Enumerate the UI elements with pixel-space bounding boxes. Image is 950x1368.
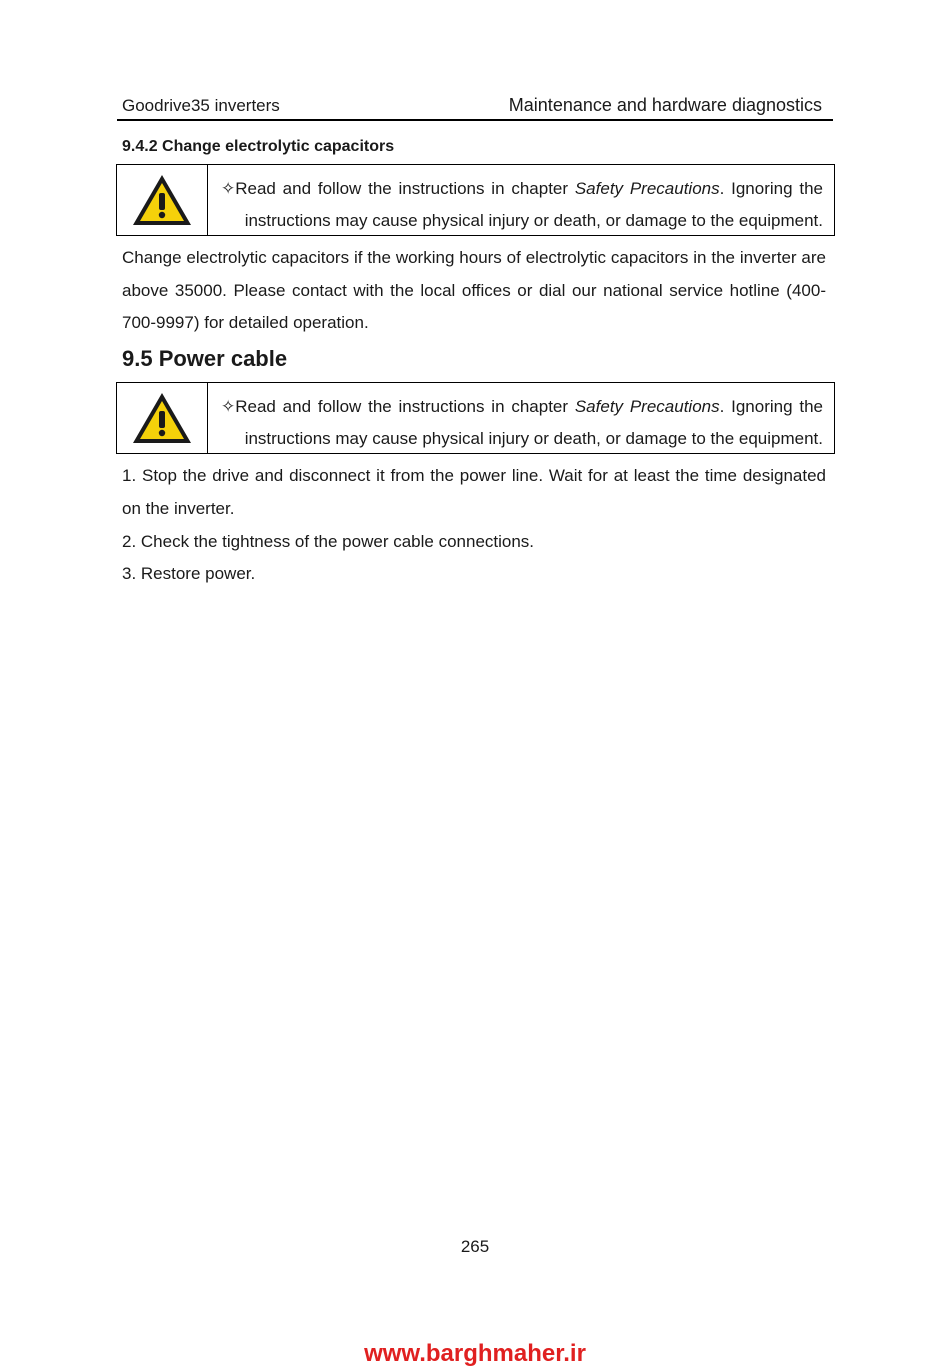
step-2: 2. Check the tightness of the power cable connections. bbox=[122, 532, 535, 551]
warning-icon-cell bbox=[117, 165, 208, 235]
warning-box-95 bbox=[116, 382, 835, 454]
footer-website-link[interactable]: www.barghmaher.ir bbox=[364, 1340, 586, 1367]
warning-line-1 bbox=[221, 173, 823, 205]
bullet-icon: ✧ bbox=[221, 397, 236, 416]
warning-line-2: instructions may cause physical injury or death, or damage to the equipment. bbox=[244, 429, 823, 448]
step-1: 1. Stop the drive and disconnect it from the power line. Wait for at least the time designated on the inverter. bbox=[122, 466, 826, 518]
bullet-icon: ✧ bbox=[221, 179, 236, 198]
warning-text bbox=[208, 383, 834, 453]
warning-triangle-icon bbox=[131, 391, 193, 445]
warning-emphasis: Safety Precautions bbox=[574, 179, 720, 198]
warning-line-2: instructions may cause physical injury or death, or damage to the equipment. bbox=[244, 211, 823, 230]
warning-text-after: . Ignoring the bbox=[719, 397, 823, 416]
section-heading-95: 9.5 Power cable bbox=[122, 346, 288, 371]
warning-text bbox=[208, 165, 834, 235]
warning-text-after: . Ignoring the bbox=[719, 179, 823, 198]
warning-text-before: Read and follow the instructions in chapter bbox=[235, 179, 575, 198]
warning-text-before: Read and follow the instructions in chapter bbox=[235, 397, 575, 416]
warning-triangle-icon bbox=[131, 173, 193, 227]
step-3: 3. Restore power. bbox=[122, 564, 256, 583]
warning-emphasis: Safety Precautions bbox=[574, 397, 720, 416]
warning-box-942 bbox=[116, 164, 835, 236]
capacitor-paragraph: Change electrolytic capacitors if the working hours of electrolytic capacitors in the inverter are above 35000. Please contact with the local offices or dial our national service hotline (400-700-9997) for detailed operation. bbox=[122, 248, 826, 332]
header-rule bbox=[117, 119, 833, 121]
section-heading-942: 9.4.2 Change electrolytic capacitors bbox=[122, 138, 395, 155]
page-number: 265 bbox=[460, 1237, 490, 1256]
header-chapter-title: Maintenance and hardware diagnostics bbox=[508, 95, 822, 115]
warning-line-1 bbox=[221, 391, 823, 423]
warning-icon-cell bbox=[117, 383, 208, 453]
header-doc-title: Goodrive35 inverters bbox=[122, 96, 280, 115]
